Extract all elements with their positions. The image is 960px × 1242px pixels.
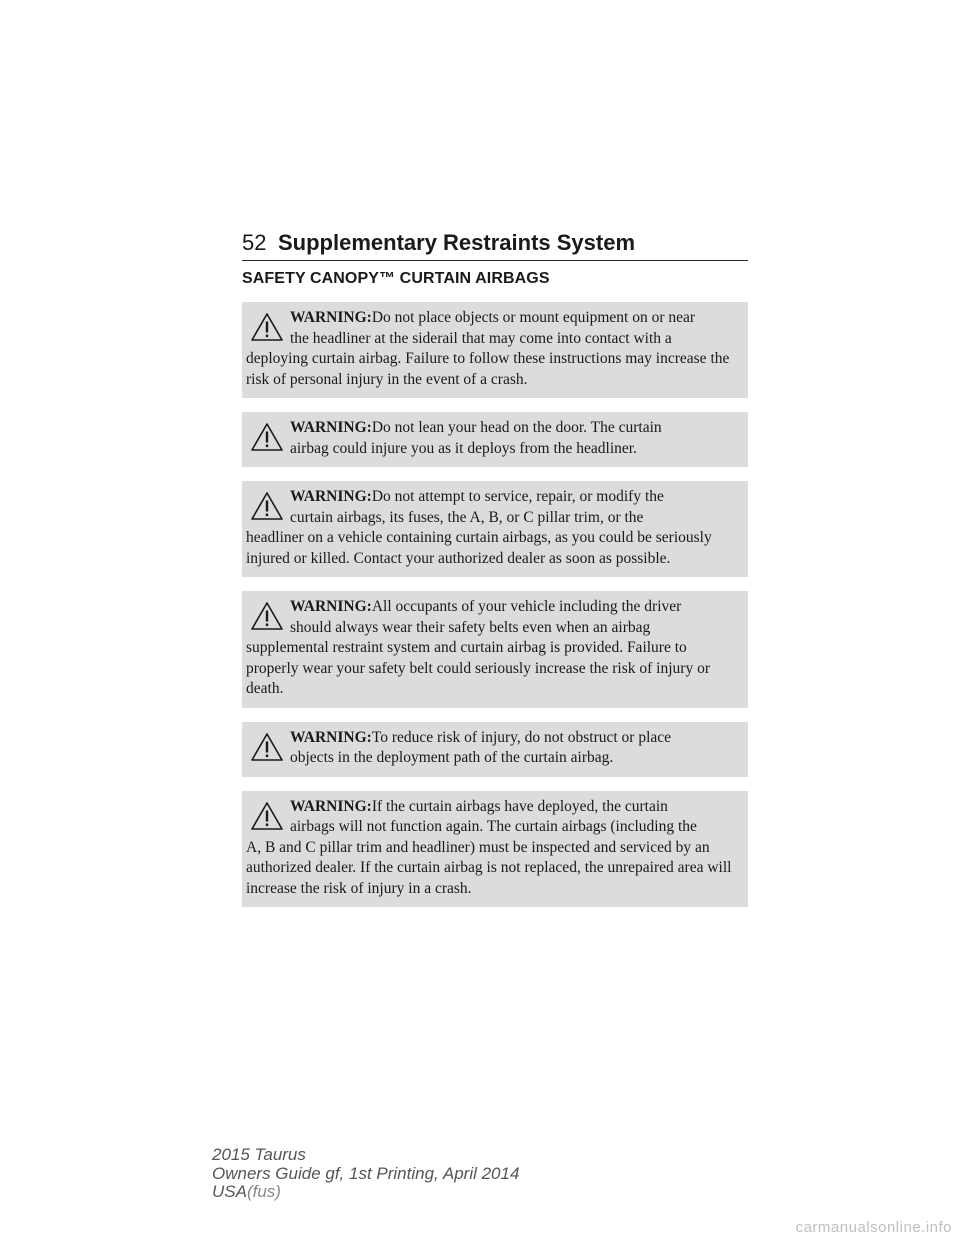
- footer-printing: Owners Guide gf, 1st Printing, April 2014: [212, 1163, 520, 1183]
- warning-second-line: the headliner at the siderail that may come into contact with a: [290, 329, 672, 347]
- warning-box: [242, 791, 748, 908]
- warning-label: WARNING:: [290, 488, 372, 505]
- warning-rest: deploying curtain airbag. Failure to follow these instructions may increase the risk of personal injury in the event of a crash.: [246, 350, 730, 388]
- warning-text: Do not attempt to service, repair, or modify the: [371, 488, 664, 505]
- warning-rest: supplemental restraint system and curtain airbag is provided. Failure to properly wear your safety belt could seriously increase the risk of injury or death.: [246, 639, 710, 697]
- warning-triangle-icon: [250, 801, 284, 831]
- warning-first-line: [246, 597, 742, 618]
- warning-text: Do not place objects or mount equipment on or near: [371, 309, 696, 326]
- warnings-list: [242, 302, 748, 921]
- warning-box: [242, 302, 748, 398]
- warning-triangle-icon: [250, 312, 284, 342]
- warning-triangle-icon: [250, 422, 284, 452]
- warning-label: WARNING:: [290, 797, 372, 815]
- warning-rest: headliner on a vehicle containing curtain airbags, as you could be seriously injured or killed. Contact your authorized dealer as soon as possible.: [246, 529, 712, 567]
- warning-box: [242, 591, 748, 708]
- footer-model: 2015 Taurus: [212, 1145, 306, 1164]
- warning-triangle-icon: [250, 491, 284, 521]
- warning-second-line: airbags will not function again. The curtain airbags (including the: [290, 818, 697, 835]
- warning-second-line: should always wear their safety belts even when an airbag: [290, 618, 651, 636]
- footer-market-main: USA: [212, 1182, 247, 1201]
- warning-text: Do not lean your head on the door. The curtain: [371, 419, 662, 436]
- warning-box: [242, 412, 748, 467]
- warning-triangle-icon: [250, 601, 284, 631]
- page-number: 52: [242, 230, 267, 255]
- footer-market: [212, 1183, 519, 1202]
- warning-second-line: curtain airbags, its fuses, the A, B, or C pillar trim, or the: [290, 508, 644, 526]
- warning-first-line: [246, 728, 742, 749]
- warning-first-line: [246, 487, 742, 508]
- watermark: carmanualsonline.info: [795, 1219, 952, 1236]
- warning-first-line: [246, 797, 742, 818]
- warning-text: All occupants of your vehicle including the driver: [371, 598, 682, 615]
- warning-text: If the curtain airbags have deployed, the curtain: [371, 797, 668, 815]
- page-header: [242, 228, 748, 261]
- warning-label: WARNING:: [290, 728, 372, 746]
- footer-market-code: (fus): [246, 1182, 281, 1201]
- warning-rest: A, B and C pillar trim and headliner) must be inspected and serviced by an authorized dealer. If the curtain airbag is not replaced, the unrepaired area will increase the risk of injury in a crash.: [246, 838, 732, 897]
- warning-label: WARNING:: [290, 309, 372, 326]
- warning-first-line: [246, 418, 742, 439]
- warning-text: To reduce risk of injury, do not obstruct or place: [371, 728, 672, 746]
- warning-triangle-icon: [250, 732, 284, 762]
- warning-label: WARNING:: [290, 598, 372, 615]
- warning-second-line: objects in the deployment path of the curtain airbag.: [290, 749, 614, 766]
- warning-second-line: airbag could injure you as it deploys from the headliner.: [290, 439, 637, 457]
- warning-box: [242, 722, 748, 777]
- warning-label: WARNING:: [290, 419, 372, 436]
- document-footer: [212, 1146, 519, 1202]
- warning-first-line: [246, 308, 742, 329]
- warning-box: [242, 481, 748, 577]
- section-heading: SAFETY CANOPY™ CURTAIN AIRBAGS: [242, 270, 550, 287]
- chapter-title: Supplementary Restraints System: [278, 230, 636, 255]
